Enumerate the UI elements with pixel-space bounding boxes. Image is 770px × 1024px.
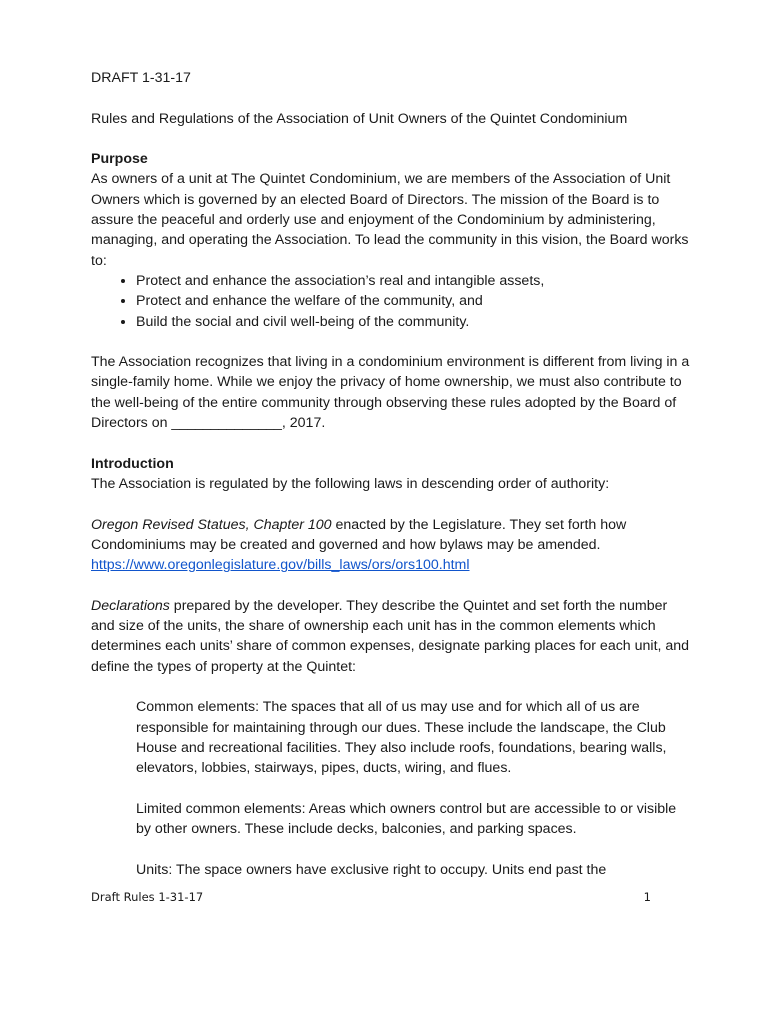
units-paragraph: Units: The space owners have exclusive right to occupy. Units end past the bbox=[136, 861, 607, 878]
declarations-title: Declarations bbox=[91, 597, 170, 614]
date-blank: ______________ bbox=[171, 415, 282, 432]
purpose-heading: Purpose bbox=[91, 151, 148, 168]
introduction-paragraph: The Association is regulated by the following laws in descending order of authority: bbox=[91, 475, 610, 492]
draft-label: DRAFT 1-31-17 bbox=[91, 70, 191, 86]
common-elements-paragraph: Common elements: The spaces that all of us may use and for which all of us are responsible for maintaining through our dues. These include the landscape, the Club House and recreational facilities. They also include roofs, foundations, bearing walls, elevators, lobbies, stairways, pipes, ducts, wiring, and flues. bbox=[136, 699, 667, 777]
ors-paragraph bbox=[91, 515, 691, 576]
page-number: 1 bbox=[643, 890, 651, 904]
document-body bbox=[91, 68, 691, 880]
list-item: • Protect and enhance the association’s real and intangible assets, bbox=[136, 271, 691, 291]
limited-common-elements-paragraph: Limited common elements: Areas which owners control but are accessible to or visible by other owners. These include decks, balconies, and parking spaces. bbox=[136, 800, 677, 837]
ors-title: Oregon Revised Statues, Chapter 100 bbox=[91, 516, 332, 533]
document-title: Rules and Regulations of the Association of Unit Owners of the Quintet Condominium bbox=[91, 110, 628, 127]
declarations-text: prepared by the developer. They describe the Quintet and set forth the number and size of the units, the share of ownership each unit has in the common elements which determines each units’ share of common expenses, designate parking places for each unit, and define the types of property at the Quintet: bbox=[91, 597, 690, 675]
ors-link[interactable]: https://www.oregonlegislature.gov/bills_laws/ors/ors100.html bbox=[91, 557, 470, 574]
purpose-bullet-list bbox=[91, 271, 691, 332]
page-footer bbox=[91, 890, 651, 904]
footer-label: Draft Rules 1-31-17 bbox=[91, 890, 204, 904]
ors-text: enacted by the Legislature. They set forth how Condominiums may be created and governed and how bylaws may be amended. bbox=[91, 516, 627, 553]
association-text: The Association recognizes that living in a condominium environment is different from living in a single-family home. While we enjoy the privacy of home ownership, we must also contribute to the well-being of the entire community through observing these rules adopted by the Board of Directors on bbox=[91, 354, 690, 432]
declarations-paragraph bbox=[91, 596, 691, 677]
list-item: • Build the social and civil well-being of the community. bbox=[136, 312, 691, 332]
purpose-paragraph: As owners of a unit at The Quintet Condominium, we are members of the Association of Unit Owners which is governed by an elected Board of Directors. The mission of the Board is to assure the peaceful and orderly use and enjoyment of the Condominium by administering, managing, and operating the Association. To lead the community in this vision, the Board works to: bbox=[91, 171, 689, 269]
association-paragraph bbox=[91, 352, 691, 433]
association-year: , 2017. bbox=[281, 415, 326, 432]
introduction-heading: Introduction bbox=[91, 455, 174, 472]
list-item: • Protect and enhance the welfare of the community, and bbox=[136, 291, 691, 311]
